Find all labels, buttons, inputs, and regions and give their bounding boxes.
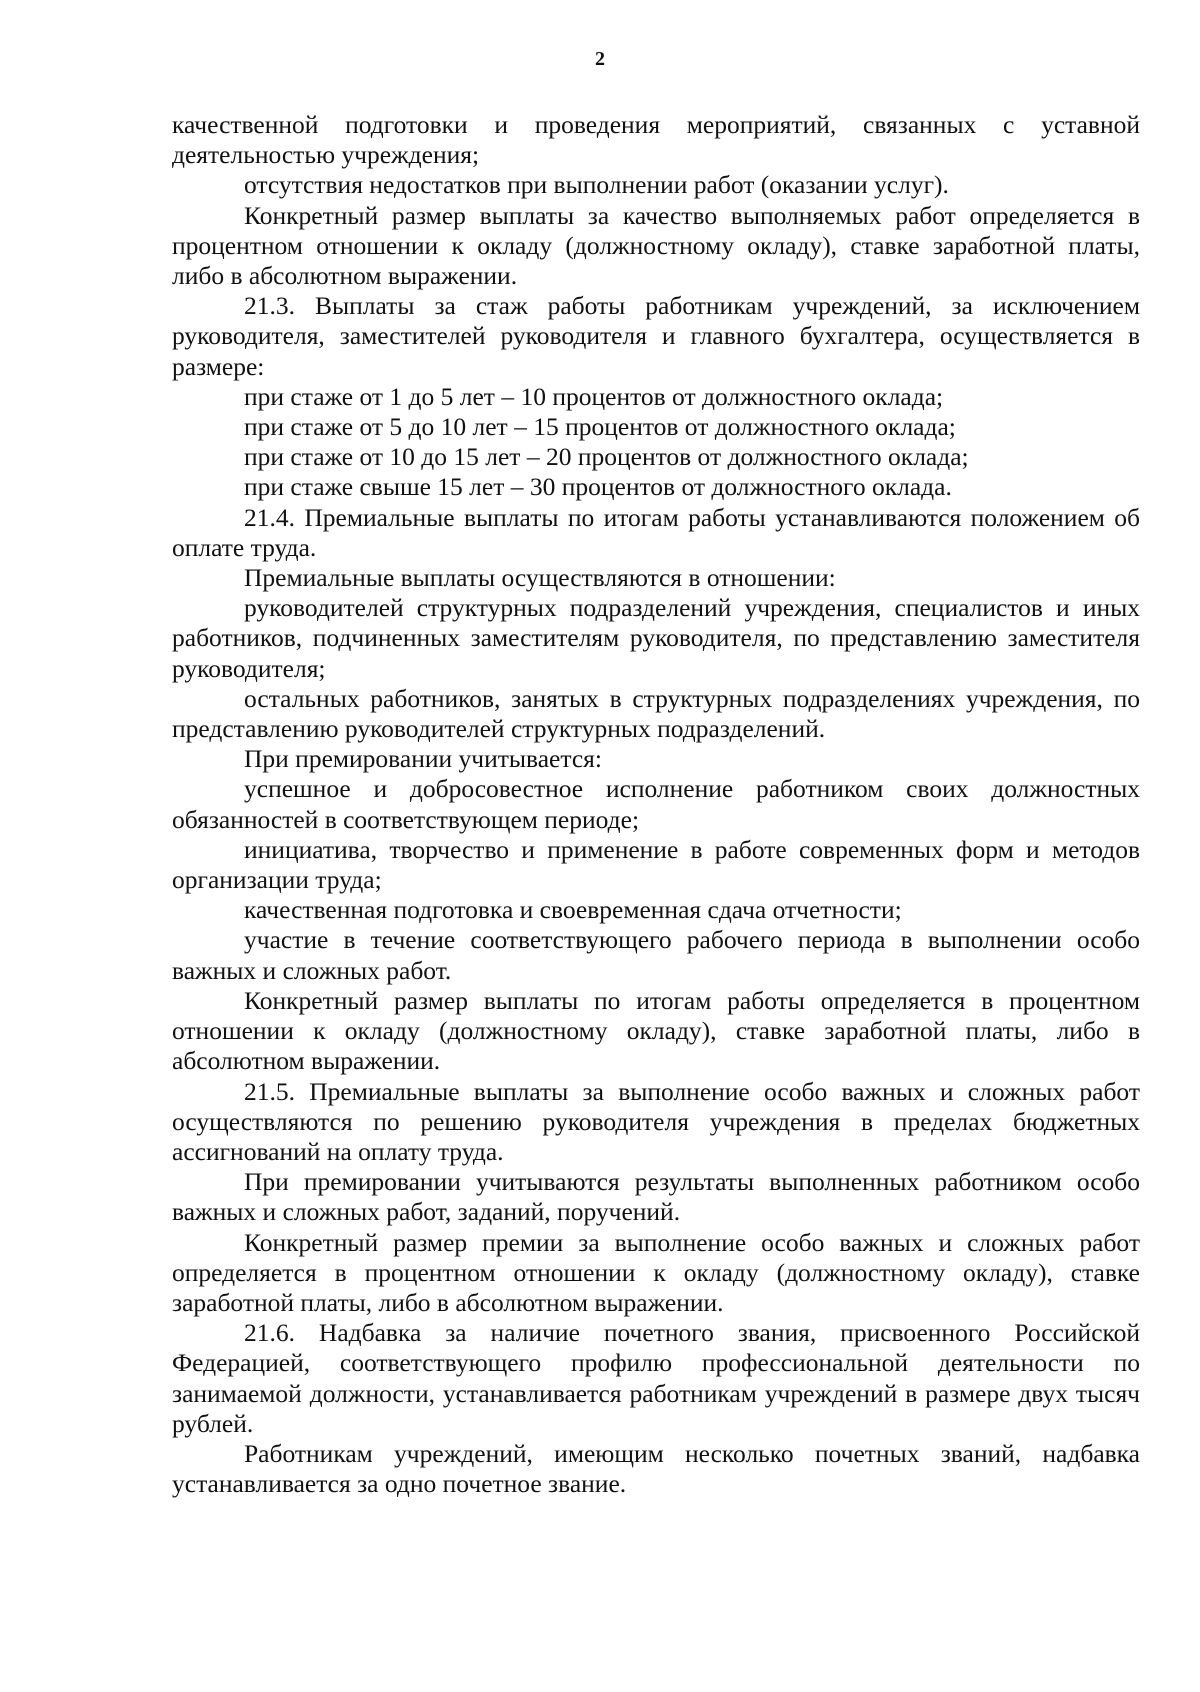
paragraph: При премировании учитываются результаты выполненных работником особо важных и сложных работ, заданий, поручений. <box>172 1167 1140 1227</box>
paragraph: участие в течение соответствующего рабочего периода в выполнении особо важных и сложных работ. <box>172 925 1140 985</box>
paragraph: руководителей структурных подразделений учреждения, специалистов и иных работников, подчиненных заместителям руководителя, по представлению заместителя руководителя; <box>172 593 1140 683</box>
paragraph: инициатива, творчество и применение в работе современных форм и методов организации труда; <box>172 834 1140 895</box>
paragraph: При премировании учитывается: <box>244 744 602 774</box>
paragraph: отсутствия недостатков при выполнении работ (оказании услуг). <box>244 170 949 200</box>
paragraph: Работникам учреждений, имеющим несколько почетных званий, надбавка устанавливается за одно почетное звание. <box>172 1438 1140 1499</box>
paragraph: 21.6. Надбавка за наличие почетного звания, присвоенного Российской Федерацией, соответствующего профилю профессиональной деятельности по занимаемой должности, устанавливается работникам учреждений в размере двух тысяч рублей. <box>172 1318 1140 1438</box>
paragraph: Конкретный размер выплаты по итогам работы определяется в процентном отношении к окладу (должностному окладу), ставке заработной платы, либо в абсолютном выражении. <box>172 985 1140 1076</box>
paragraph: при стаже от 10 до 15 лет – 20 процентов от должностного оклада; <box>244 442 969 472</box>
paragraph: 21.4. Премиальные выплаты по итогам работы устанавливаются положением об оплате труда. <box>172 502 1140 562</box>
paragraph: остальных работников, занятых в структурных подразделениях учреждения, по представлению руководителей структурных подразделений. <box>172 683 1140 744</box>
document-body <box>172 110 1140 1499</box>
paragraph: Премиальные выплаты осуществляются в отношении: <box>244 563 836 593</box>
paragraph: качественной подготовки и проведения мероприятий, связанных с уставной деятельностью учреждения; <box>172 110 1140 170</box>
paragraph: при стаже от 5 до 10 лет – 15 процентов от должностного оклада; <box>244 412 956 442</box>
page-number: 2 <box>595 48 605 70</box>
paragraph: Конкретный размер премии за выполнение особо важных и сложных работ определяется в процентном отношении к окладу (должностному окладу), ставке заработной платы, либо в абсолютном выражении. <box>172 1227 1140 1317</box>
paragraph: при стаже свыше 15 лет – 30 процентов от должностного оклада. <box>244 472 952 502</box>
paragraph: при стаже от 1 до 5 лет – 10 процентов от должностного оклада; <box>244 381 944 411</box>
paragraph: качественная подготовка и своевременная сдача отчетности; <box>244 895 902 925</box>
paragraph: Конкретный размер выплаты за качество выполняемых работ определяется в процентном отношении к окладу (должностному окладу), ставке заработной платы, либо в абсолютном выражении. <box>172 200 1140 291</box>
paragraph: успешное и добросовестное исполнение работником своих должностных обязанностей в соответствующем периоде; <box>172 774 1140 834</box>
paragraph: 21.3. Выплаты за стаж работы работникам учреждений, за исключением руководителя, заместителей руководителя и главного бухгалтера, осуществляется в размере: <box>172 291 1140 381</box>
paragraph: 21.5. Премиальные выплаты за выполнение особо важных и сложных работ осуществляются по решению руководителя учреждения в пределах бюджетных ассигнований на оплату труда. <box>172 1076 1140 1166</box>
